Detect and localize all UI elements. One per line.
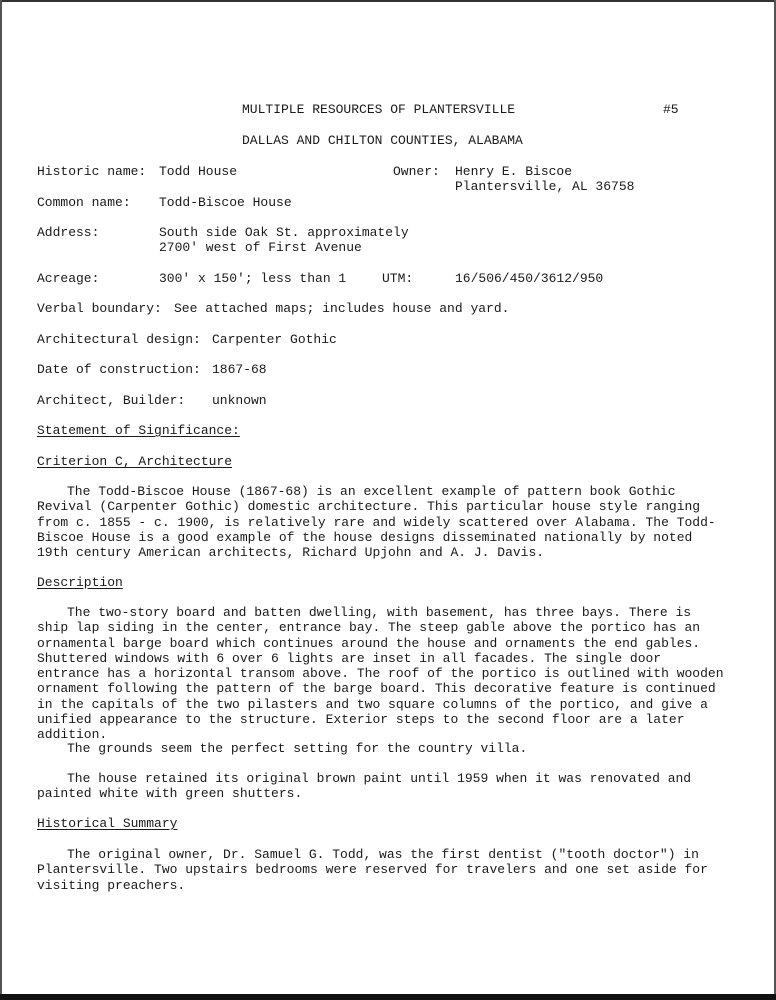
arch-design-label: Architectural design: (37, 332, 201, 347)
description-paragraph-2 (37, 741, 727, 756)
historic-name-label: Historic name: (37, 164, 147, 179)
verbal-boundary-label: Verbal boundary: (37, 301, 162, 316)
description-heading: Description (37, 575, 123, 590)
criterion-paragraph (37, 484, 727, 560)
address-value-line1: South side Oak St. approximately (159, 225, 409, 240)
scan-edge-bottom (0, 994, 776, 1000)
date-label: Date of construction: (37, 362, 201, 377)
criterion-text: The Todd-Biscoe House (1867-68) is an excellent example of pattern book Gothic Revival (Carpenter Gothic) domestic architecture. This particular house style ranging from c. 1855 - c. 1900, is relatively rare and widely scattered over Alabama. The Todd-Biscoe House is a good example of the house designs disseminated nationally by noted 19th century American architects, Richard Upjohn and A. J. Davis. (37, 484, 716, 561)
scan-edge-top (0, 0, 776, 2)
verbal-boundary-value: See attached maps; includes house and yard. (174, 301, 510, 316)
architect-label: Architect, Builder: (37, 393, 186, 408)
historic-name-value: Todd House (159, 164, 238, 179)
utm-value: 16/506/450/3612/950 (455, 271, 604, 286)
description-text-1: The two-story board and batten dwelling, with basement, has three bays. There is ship lap siding in the center, entrance bay. The steep gable above the portico has an ornamental barge board which continues around the house and ornaments the end gables. Shuttered windows with 6 over 6 lights are inset in all facades. The single door entrance has a horizontal transom above. The roof of the portico is outlined with wooden ornament following the pattern of the barge board. This decorative feature is continued in the capitals of the two pilasters and two square columns of the portico, and give a unified appearance to the structure. Exterior steps to the second floor are a later addition. (37, 605, 724, 743)
page-number: #5 (663, 102, 679, 117)
common-name-label: Common name: (37, 195, 131, 210)
description-text-2: The grounds seem the perfect setting for the country villa. (67, 741, 528, 756)
common-name-value: Todd-Biscoe House (159, 195, 292, 210)
description-paragraph-1 (37, 605, 727, 743)
description-text-3: The house retained its original brown paint until 1959 when it was renovated and painted white with green shutters. (37, 771, 692, 802)
architect-value: unknown (212, 393, 267, 408)
acreage-value: 300' x 150'; less than 1 (159, 271, 347, 286)
description-paragraph-3 (37, 771, 727, 802)
address-value-line2: 2700' west of First Avenue (159, 240, 362, 255)
owner-label: Owner: (393, 164, 440, 179)
historical-paragraph-1 (37, 847, 727, 893)
document-subtitle: DALLAS AND CHILTON COUNTIES, ALABAMA (242, 133, 523, 148)
address-label: Address: (37, 225, 100, 240)
owner-value-line2: Plantersville, AL 36758 (455, 179, 635, 194)
historical-heading: Historical Summary (37, 816, 178, 831)
utm-label: UTM: (382, 271, 414, 286)
document-title: MULTIPLE RESOURCES OF PLANTERSVILLE (242, 102, 516, 117)
significance-heading: Statement of Significance: (37, 423, 240, 438)
owner-value-line1: Henry E. Biscoe (455, 164, 573, 179)
arch-design-value: Carpenter Gothic (212, 332, 337, 347)
acreage-label: Acreage: (37, 271, 100, 286)
scan-edge-left (0, 0, 2, 1000)
date-value: 1867-68 (212, 362, 267, 377)
criterion-heading: Criterion C, Architecture (37, 454, 233, 469)
historical-text-1: The original owner, Dr. Samuel G. Todd, was the first dentist ("tooth doctor") in Plantersville. Two upstairs bedrooms were reserved for travelers and one set aside for visiting preachers. (37, 847, 708, 893)
